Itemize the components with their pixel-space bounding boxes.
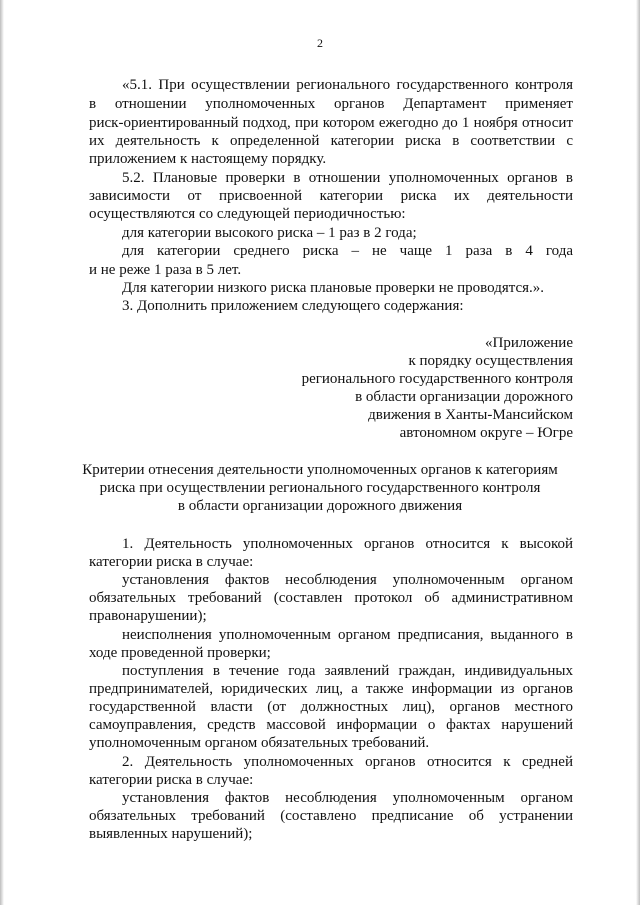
- criteria-title-line: Критерии отнесения деятельности уполномоченных органов к категориям: [82, 462, 558, 478]
- scan-edge-right: [636, 0, 640, 905]
- page-number: 2: [317, 36, 323, 50]
- text-line: 2. Деятельность уполномоченных органов относится к средней: [122, 754, 573, 770]
- text-line: категории риска в случае:: [89, 772, 254, 788]
- text-line: приложением к настоящему порядку.: [89, 151, 327, 167]
- text-line: неисполнения уполномоченным органом предписания, выданного в: [122, 627, 573, 643]
- text-line: 3. Дополнить приложением следующего содержания:: [122, 298, 464, 314]
- text-line: зависимости от присвоенной категории риска их деятельности: [89, 188, 573, 204]
- text-line: для категории высокого риска – 1 раз в 2 года;: [122, 225, 417, 241]
- text-line: «5.1. При осуществлении регионального государственного контроля: [122, 77, 573, 93]
- text-line: уполномоченным органом обязательных требований.: [89, 735, 430, 751]
- text-line: выявленных нарушений);: [89, 826, 253, 842]
- text-line: обязательных требований (составлено предписание об устранении: [89, 808, 573, 824]
- appendix-header-line: движения в Ханты-Мансийском: [368, 407, 573, 423]
- appendix-header-line: автономном округе – Югре: [399, 425, 573, 441]
- text-line: обязательных требований (составлен протокол об административном: [89, 590, 573, 606]
- appendix-header-line: «Приложение: [484, 335, 573, 351]
- text-line: 5.2. Плановые проверки в отношении уполномоченных органов в: [122, 170, 573, 186]
- text-line: и не реже 1 раза в 5 лет.: [89, 262, 242, 278]
- text-line: 1. Деятельность уполномоченных органов относится к высокой: [122, 536, 573, 552]
- text-line: для категории среднего риска – не чаще 1 раза в 4 года: [122, 243, 573, 259]
- text-line: осуществляются со следующей периодичностью:: [89, 206, 406, 222]
- text-line: Для категории низкого риска плановые проверки не проводятся.».: [122, 280, 545, 296]
- text-line: предпринимателей, юридических лиц, а также информации из органов: [89, 681, 573, 697]
- text-line: их деятельность к определенной категории риска в соответствии с: [89, 133, 573, 149]
- text-line: ходе проведенной проверки;: [89, 645, 271, 661]
- appendix-header-line: регионального государственного контроля: [301, 371, 573, 387]
- text-line: установления фактов несоблюдения уполномоченным органом: [122, 572, 573, 588]
- text-line: установления фактов несоблюдения уполномоченным органом: [122, 790, 573, 806]
- criteria-title-line: риска при осуществлении регионального государственного контроля: [99, 480, 541, 496]
- text-line: государственной власти (от должностных лиц), органов местного: [89, 699, 573, 715]
- text-line: риск-ориентированный подход, при котором ежегодно до 1 ноября относит: [89, 115, 573, 131]
- appendix-header-line: в области организации дорожного: [355, 389, 573, 405]
- scan-edge-left: [0, 0, 4, 905]
- text-line: поступления в течение года заявлений граждан, индивидуальных: [122, 663, 573, 679]
- text-line: самоуправления, средств массовой информации о фактах нарушений: [89, 717, 573, 733]
- criteria-title-line: в области организации дорожного движения: [177, 498, 463, 514]
- text-line: в отношении уполномоченных органов Департамент применяет: [89, 96, 573, 112]
- text-line: категории риска в случае:: [89, 554, 254, 570]
- appendix-header-line: к порядку осуществления: [408, 353, 573, 369]
- text-line: правонарушении);: [89, 608, 207, 624]
